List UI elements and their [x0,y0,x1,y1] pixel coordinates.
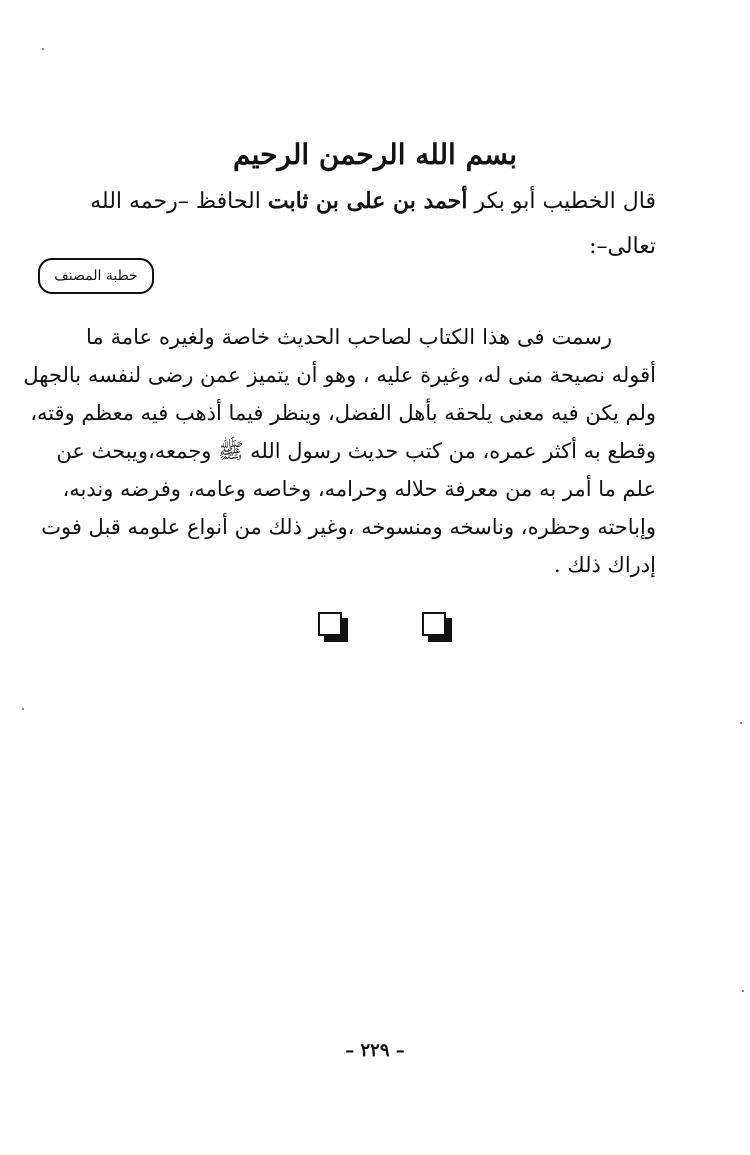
paragraph-line: رسمت فى هذا الكتاب لصاحب الحديث خاصة ولغيره عامة ما [86,325,612,349]
shadowed-square-icon [422,612,454,644]
shadowed-square-icon [318,612,350,644]
paragraph-line: وإباحته وحظره، وناسخه ومنسوخه ،وغير ذلك من أنواع علومه قبل فوت [41,515,656,539]
page-number: – ٢٢٩ – [345,1040,405,1061]
scan-speck [42,48,44,50]
author-name: أحمد بن على بن ثابت [267,188,468,214]
section-margin-label [38,258,154,294]
basmala-heading: بسم الله الرحمن الرحيم [233,138,517,171]
paragraph-line: أقوله نصيحة منى له، وغيرة عليه ، وهو أن يتميز عمن رضى لنفسه بالجهل [23,363,656,387]
intro-after-name: الحافظ –رحمه الله [90,189,268,214]
paragraph-line: ولم يكن فيه معنى يلحقه بأهل الفضل، وينظر فيما أذهب فيه معظم وقته، [30,401,656,425]
paragraph-line: وقطع به أكثر عمره، من كتب حديث رسول الله ﷺ وجمعه،ويبحث عن [56,439,656,463]
scan-speck [740,722,742,724]
paragraph-line: علم ما أمر به من معرفة حلاله وحرامه، وخاصه وعامه، وفرضه وندبه، [62,477,656,501]
body-paragraph [23,318,656,584]
scan-speck [22,708,24,710]
scan-speck [742,990,744,992]
intro-line [90,186,656,217]
section-margin-label-text: خطبة المصنف [54,268,138,284]
paragraph-line: إدراك ذلك . [554,553,656,577]
intro-before-name: قال الخطيب أبو بكر [467,189,656,214]
section-divider [0,612,750,652]
intro-line-2: تعالى–: [589,234,656,259]
